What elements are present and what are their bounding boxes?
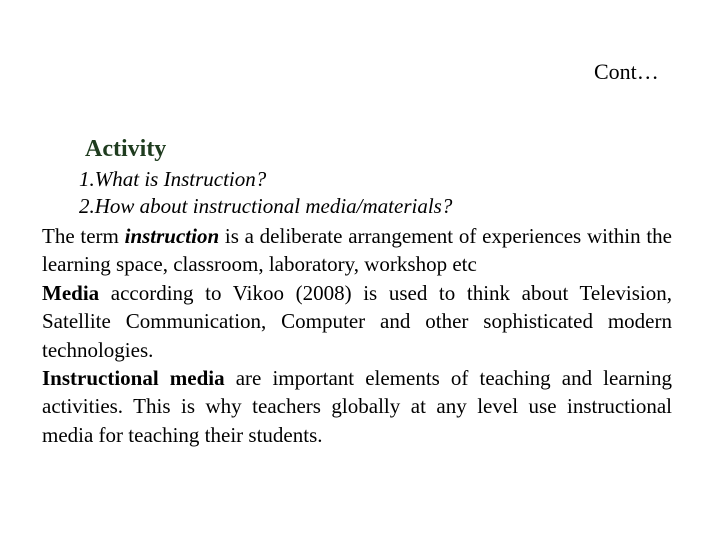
activity-heading: Activity: [85, 136, 167, 162]
term-instructional-media: Instructional media: [42, 366, 225, 391]
question-1: 1.What is Instruction?: [79, 167, 267, 191]
question-2: 2.How about instructional media/materials?: [79, 194, 453, 218]
paragraph-rest: are important elements of teaching and learning activities. This is why teachers globally at any level use instructional media for teaching their students.: [42, 366, 672, 447]
paragraph-instruction: [42, 222, 672, 279]
term-media: Media: [42, 280, 100, 305]
paragraph-rest: according to Vikoo (2008) is used to think about Television, Satellite Communication, Computer and other sophisticated modern technologies.: [42, 280, 672, 362]
body-text: [42, 222, 672, 449]
paragraph-rest: is a deliberate arrangement of experiences within the learning space, classroom, laboratory, workshop etc: [42, 224, 672, 277]
paragraph-media: [42, 279, 672, 364]
term-instruction: instruction: [124, 224, 220, 248]
paragraph-instructional-media: [42, 364, 672, 449]
paragraph-lead: The term: [42, 224, 125, 248]
continued-label: Cont…: [594, 59, 659, 84]
